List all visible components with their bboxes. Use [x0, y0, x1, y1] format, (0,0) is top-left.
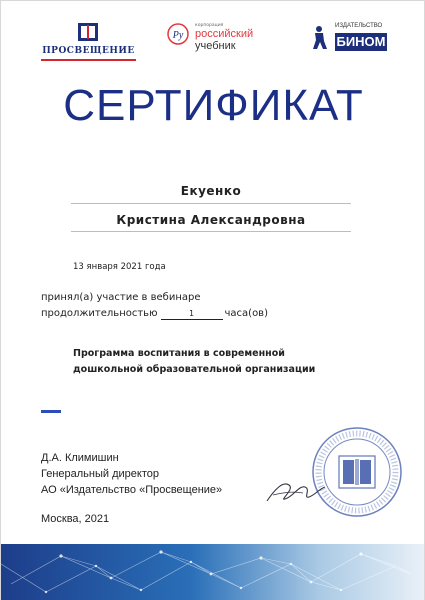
duration-hours: 1 — [161, 308, 223, 320]
signer-organization: АО «Издательство «Просвещение» — [41, 484, 223, 496]
signer-position: Генеральный директор — [41, 468, 159, 480]
surname-underline — [71, 203, 351, 204]
binom-logo — [311, 23, 389, 53]
book-emblem-icon — [78, 21, 98, 43]
ru-line1: российский — [195, 28, 254, 40]
city-year: Москва, 2021 — [41, 513, 110, 525]
event-date: 13 января 2021 года — [73, 262, 166, 272]
signature-icon — [263, 471, 328, 509]
duration-line — [41, 308, 268, 320]
binom-kicker: ИЗДАТЕЛЬСТВО — [335, 23, 383, 29]
binom-wordmark: БИНОМ — [336, 34, 386, 49]
svg-text:Ру: Ру — [172, 30, 184, 41]
signer-block — [41, 450, 222, 498]
russian-textbook-logo — [167, 23, 282, 53]
given-names-underline — [71, 231, 351, 232]
ru-circle-icon — [167, 23, 189, 45]
recipient-given-names: Кристина Александровна — [116, 213, 306, 227]
thinker-figure-icon — [311, 25, 329, 51]
ru-line2: учебник — [195, 40, 236, 52]
signer-name: Д.А. Климишин — [41, 452, 119, 464]
prosveshchenie-logo — [41, 21, 136, 63]
logo-underline — [41, 59, 136, 61]
participation-text: принял(а) участие в вебинаре — [41, 292, 201, 303]
recipient-surname: Екуенко — [180, 184, 242, 198]
prosveshchenie-logo-text: ПРОСВЕЩЕНИЕ — [42, 46, 135, 56]
program-line-1: Программа воспитания в современной — [73, 348, 285, 359]
webinar-program-title — [73, 346, 373, 378]
program-line-2: дошкольной образовательной организации — [73, 364, 316, 375]
network-footer-band — [1, 544, 424, 600]
duration-prefix: продолжительностью — [41, 308, 158, 319]
duration-suffix: часа(ов) — [224, 308, 268, 319]
ru-kicker: корпорация — [195, 23, 224, 28]
certificate-title: СЕРТИФИКАТ — [63, 81, 364, 130]
accent-mark — [41, 410, 61, 413]
